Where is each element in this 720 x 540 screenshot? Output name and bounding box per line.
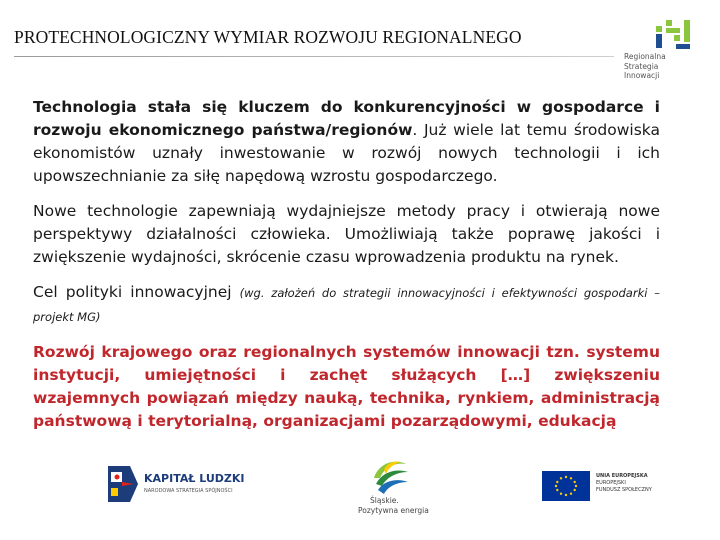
- kapital-ludzki-subtitle: NARODOWA STRATEGIA SPÓJNOŚCI: [144, 488, 233, 494]
- paragraph-1-rest: . Już wiele lat temu środowiska ekonomistów uznały inwestowanie w rozwój nowych technologii i ich upowszechnianie za siłę napędową wzrostu gospodarczego.: [33, 121, 660, 185]
- paragraph-4: Rozwój krajowego oraz regionalnych systemów innowacji tzn. systemu instytucji, umiejętności i zachęt służących […] zwiększeniu wzajemnych powiązań między nauką, technika, rynkiem, administracją państwową i terytorialną, organizacjami pozarządowymi, edukacją: [33, 343, 660, 430]
- kapital-ludzki-logo: [106, 462, 245, 506]
- rsi-mark-icon: [654, 18, 694, 52]
- rsi-logo-text: Regionalna Strategia Innowacji: [624, 52, 666, 80]
- paragraph-1: [33, 96, 660, 188]
- eu-logo: [542, 471, 672, 503]
- paragraph-3-text: Cel polityki innowacyjnej: [33, 283, 232, 301]
- title-divider: [14, 56, 614, 57]
- main-content: [33, 96, 660, 445]
- paragraph-1-lead: Technologia stała się kluczem do konkurencyjności w gospodarce i rozwoju ekonomicznego państwa/regionów: [33, 98, 660, 139]
- page-title: PROTECHNOLOGICZNY WYMIAR ROZWOJU REGIONALNEGO: [14, 27, 522, 47]
- eu-logo-text: UNIA EUROPEJSKA EUROPEJSKI FUNDUSZ SPOŁECZNY: [596, 473, 652, 493]
- paragraph-2: Nowe technologie zapewniają wydajniejsze metody pracy i otwierają nowe perspektywy działalności człowieka. Umożliwiają także poprawę jakości i zwiększenie wydajności, skrócenie czasu wprowadzenia produktu na rynek.: [33, 202, 660, 266]
- eu-flag-icon: [542, 471, 590, 501]
- paragraph-3: [33, 281, 660, 329]
- slaskie-name: Śląskie.: [370, 496, 399, 505]
- rsi-logo: [618, 18, 706, 88]
- slaskie-swirl-icon: [368, 456, 412, 496]
- kapital-ludzki-icon: [106, 464, 140, 504]
- slaskie-logo: [350, 456, 430, 518]
- paragraph-3-note: (wg. założeń do strategii innowacyjności i efektywności gospodarki – projekt MG): [33, 286, 660, 324]
- kapital-ludzki-title: KAPITAŁ LUDZKI: [144, 472, 245, 485]
- slaskie-slogan: Pozytywna energia: [358, 506, 429, 515]
